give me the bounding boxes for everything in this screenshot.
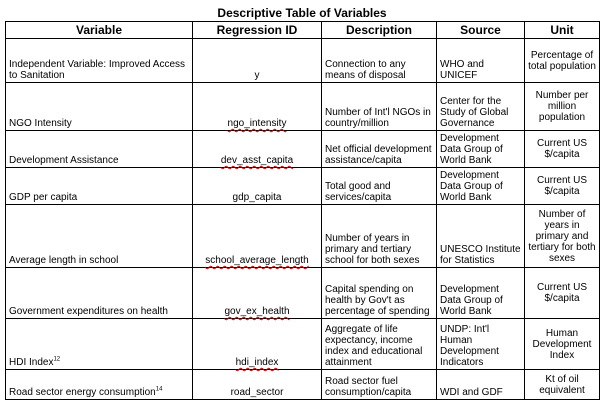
cell-description: Aggregate of life expectancy, income index and educational attainment xyxy=(322,319,437,370)
cell-unit: Human Development Index xyxy=(525,319,600,370)
cell-description: Road sector fuel consumption/capita xyxy=(322,370,437,400)
cell-unit: Percentage of total population xyxy=(525,39,600,83)
table-row xyxy=(6,168,600,205)
cell-description: Number of years in primary and tertiary school for both sexes xyxy=(322,205,437,268)
table-row xyxy=(6,268,600,319)
cell-unit: Current US $/capita xyxy=(525,131,600,168)
cell-unit: Current US $/capita xyxy=(525,268,600,319)
cell-source: Development Data Group of World Bank xyxy=(437,131,525,168)
cell-variable: NGO Intensity xyxy=(6,83,193,131)
cell-source: UNDP: Int'l Human Development Indicators xyxy=(437,319,525,370)
table-row xyxy=(6,205,600,268)
cell-variable: Government expenditures on health xyxy=(6,268,193,319)
cell-description: Connection to any means of disposal xyxy=(322,39,437,83)
table-title: Descriptive Table of Variables xyxy=(217,6,387,20)
cell-variable: Development Assistance xyxy=(6,131,193,168)
cell-unit: Number of years in primary and tertiary for both sexes xyxy=(525,205,600,268)
cell-source: Development Data Group of World Bank xyxy=(437,168,525,205)
table-row xyxy=(6,131,600,168)
cell-regression-id: school_average_length xyxy=(193,205,322,268)
cell-regression-id: y xyxy=(193,39,322,83)
header-description: Description xyxy=(322,22,437,39)
cell-regression-id: gdp_capita xyxy=(193,168,322,205)
cell-source: WHO and UNICEF xyxy=(437,39,525,83)
table-row xyxy=(6,370,600,400)
cell-description: Capital spending on health by Gov't as percentage of spending xyxy=(322,268,437,319)
cell-source: Center for the Study of Global Governance xyxy=(437,83,525,131)
cell-unit: Kt of oil equivalent xyxy=(525,370,600,400)
cell-source: WDI and GDF xyxy=(437,370,525,400)
header-regression-id: Regression ID xyxy=(193,22,322,39)
cell-regression-id: gov_ex_health xyxy=(193,268,322,319)
cell-variable: GDP per capita xyxy=(6,168,193,205)
cell-regression-id: ngo_intensity xyxy=(193,83,322,131)
footnote-marker: 12 xyxy=(53,356,61,363)
header-unit: Unit xyxy=(525,22,600,39)
cell-variable: Average length in school xyxy=(6,205,193,268)
descriptive-table xyxy=(5,21,600,400)
header-row xyxy=(6,22,600,39)
header-variable: Variable xyxy=(6,22,193,39)
cell-unit: Current US $/capita xyxy=(525,168,600,205)
table-row xyxy=(6,319,600,370)
cell-description: Number of Int'l NGOs in country/million xyxy=(322,83,437,131)
cell-variable: Independent Variable: Improved Access to Sanitation xyxy=(6,39,193,83)
cell-unit: Number per million population xyxy=(525,83,600,131)
header-source: Source xyxy=(437,22,525,39)
cell-description: Net official development assistance/capita xyxy=(322,131,437,168)
cell-regression-id: dev_asst_capita xyxy=(193,131,322,168)
cell-source: UNESCO Institute for Statistics xyxy=(437,205,525,268)
footnote-marker: 14 xyxy=(155,386,163,393)
table-row xyxy=(6,39,600,83)
cell-regression-id: hdi_index xyxy=(193,319,322,370)
table-row xyxy=(6,83,600,131)
cell-description: Total good and services/capita xyxy=(322,168,437,205)
cell-source: Development Data Group of World Bank xyxy=(437,268,525,319)
cell-variable: HDI Index$^{12}$ xyxy=(6,319,193,370)
cell-variable: Road sector energy consumption$^{14}$ xyxy=(6,370,193,400)
cell-regression-id: road_sector xyxy=(193,370,322,400)
